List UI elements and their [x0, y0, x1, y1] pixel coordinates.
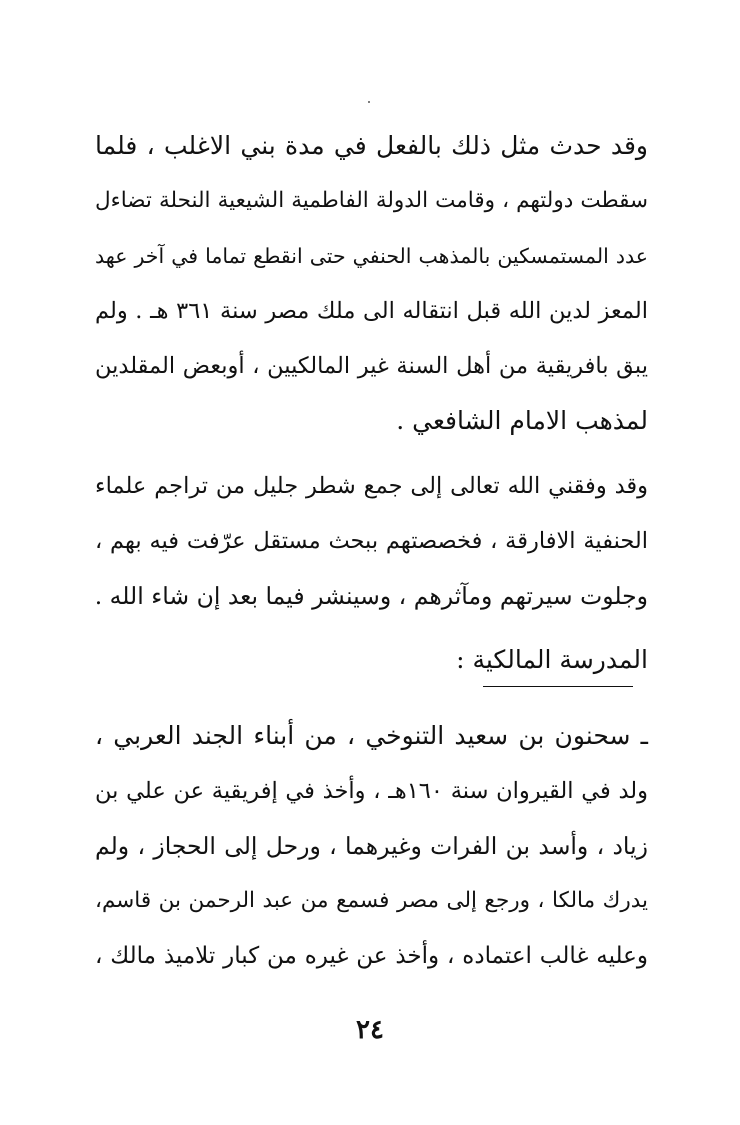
paragraph-3-line-3: زياد ، وأسد بن الفرات وغيرهما ، ورحل إلى الحجاز ، ولم [95, 832, 648, 860]
paragraph-1-line-2: سقطت دولتهم ، وقامت الدولة الفاطمية الشيعية النحلة تضاءل [95, 188, 648, 213]
paragraph-1-line-5: يبق بافريقية من أهل السنة غير المالكيين ، أوبعض المقلدين [95, 353, 648, 379]
paragraph-2-line-2: الحنفية الافارقة ، فخصصتهم ببحث مستقل عرّفت فيه بهم ، [95, 528, 648, 554]
paragraph-2-line-3: وجلوت سيرتهم ومآثرهم ، وسينشر فيما بعد إن شاء الله . [94, 582, 648, 610]
page-number: ٢٤ [356, 1015, 384, 1045]
paragraph-1-line-4: المعز لدين الله قبل انتقاله الى ملك مصر سنة ٣٦١ هـ . ولم [95, 298, 648, 324]
paragraph-3-line-2: ولد في القيروان سنة ١٦٠هـ ، وأخذ في إفريقية عن علي بن [95, 778, 649, 804]
paragraph-2-line-1: وقد وفقني الله تعالى إلى جمع شطر جليل من تراجم علماء [95, 473, 648, 499]
paragraph-1-line-1: وقد حدث مثل ذلك بالفعل في مدة بني الاغلب ، فلما [95, 131, 648, 160]
paragraph-1-line-6: لمذهب الامام الشافعي . [396, 406, 648, 435]
paragraph-3-line-5: وعليه غالب اعتماده ، وأخذ عن غيره من كبار تلاميذ مالك ، [95, 943, 648, 969]
paragraph-1-line-3: عدد المستمسكين بالمذهب الحنفي حتى انقطع تماما في آخر عهد [95, 244, 648, 268]
paragraph-3-line-1: ـ سحنون بن سعيد التنوخي ، من أبناء الجند العربي ، [95, 721, 648, 750]
page-speck [368, 101, 370, 103]
paragraph-3-line-4: يدرك مالكا ، ورجع إلى مصر فسمع من عبد الرحمن بن قاسم، [95, 888, 648, 913]
heading-underline [483, 686, 633, 687]
section-heading: المدرسة المالكية : [456, 645, 648, 674]
